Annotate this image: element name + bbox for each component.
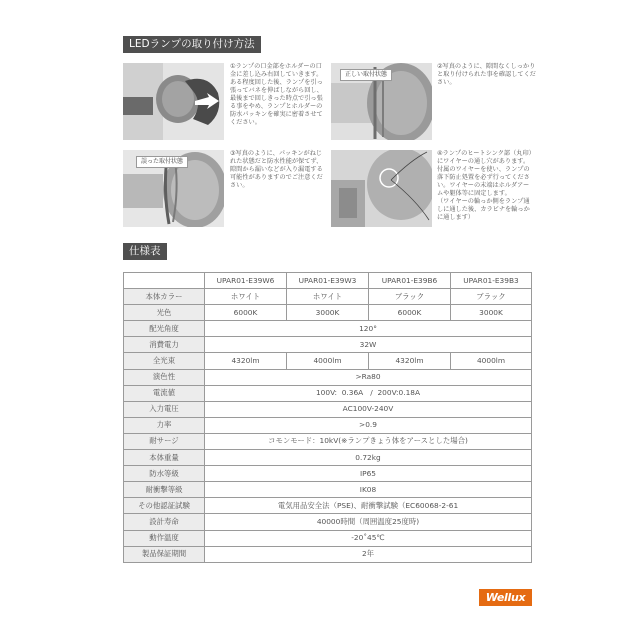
row-label: 本体重量 [124, 450, 205, 466]
table-row [124, 289, 532, 305]
cell-value: 120° [205, 321, 532, 337]
cell-value: -20˚45℃ [205, 530, 532, 546]
install-caption-4: ④ランプのヒートシンク部（丸印） にワイヤーの通し穴があります。 付属のワイヤーを使い、ランプの 落下防止処置を必ず行ってくださ い。ワイヤーの末端はホルダアー ムや躯体等に固定します。 （ワイヤーの輪っか側をランプ通 しに通した後、カラビナを輪っか に通します） [437, 150, 535, 221]
install-caption-3: ③写真のように、パッキンがねじ れた状態だと防水性能が保てず、 隙間から漏いなどが入り漏電する 可能性がありますのでご注意くだ さい。 [230, 150, 323, 189]
cell-value: 6000K [205, 305, 287, 321]
cell-value: 4000lm [451, 353, 532, 369]
row-label: 防水等級 [124, 466, 205, 482]
table-row [124, 305, 532, 321]
cell-value: コモンモード：10kV(※ランプきょう体をアースとした場合) [205, 433, 532, 449]
cell-value: 4320lm [205, 353, 287, 369]
table-row [124, 417, 532, 433]
cell-value: ブラック [369, 289, 451, 305]
install-caption-2: ②写真のように、隙間なくしっかり と取り付けられた事を確認してくだ さい。 [437, 63, 536, 86]
cell-value: ホワイト [205, 289, 287, 305]
cell-value: ブラック [451, 289, 532, 305]
cell-value: ホワイト [287, 289, 369, 305]
row-label: 配光角度 [124, 321, 205, 337]
cell-value: >0.9 [205, 417, 532, 433]
table-row-models [124, 273, 532, 289]
table-row [124, 353, 532, 369]
cell-value: IK08 [205, 482, 532, 498]
install-photo-4 [331, 150, 432, 227]
model-header: UPAR01-E39B6 [369, 273, 451, 289]
table-row [124, 401, 532, 417]
row-label: 電流値 [124, 385, 205, 401]
install-caption-1: ①ランプの口金部をホルダーの口 金に差し込み右回していきます。 ある程度回した後、ランプを引っ 張ってバネを伸ばしながら回し、 最後まで回しきった時点で引っ張 る事をやめ、ランプとホルダーの 防水パッキンを確実に密着させて ください。 [230, 63, 323, 126]
model-header: UPAR01-E39W3 [287, 273, 369, 289]
cell-value: 電気用品安全法（PSE)、耐衝撃試験（EC60068-2-61 [205, 498, 532, 514]
spec-section-title: 仕様表 [123, 243, 167, 260]
cell-value: 100V: 0.36A / 200V:0.18A [205, 385, 532, 401]
install-photo-1 [123, 63, 224, 140]
row-label: 光色 [124, 305, 205, 321]
cell-value: AC100V-240V [205, 401, 532, 417]
table-corner-cell [124, 273, 205, 289]
row-label: 本体カラー [124, 289, 205, 305]
cell-value: 4320lm [369, 353, 451, 369]
row-label: 消費電力 [124, 337, 205, 353]
row-label: 製品保証期間 [124, 546, 205, 562]
install-section-title: LEDランプの取り付け方法 [123, 36, 261, 53]
cell-value: 3000K [287, 305, 369, 321]
table-row [124, 530, 532, 546]
row-label: 動作温度 [124, 530, 205, 546]
table-row [124, 514, 532, 530]
cell-value: 3000K [451, 305, 532, 321]
cell-value: 6000K [369, 305, 451, 321]
table-row [124, 337, 532, 353]
row-label: 耐サージ [124, 433, 205, 449]
model-header: UPAR01-E39B3 [451, 273, 532, 289]
cell-value: 40000時間（周囲温度25度時) [205, 514, 532, 530]
table-row [124, 450, 532, 466]
row-label: 全光束 [124, 353, 205, 369]
table-row [124, 546, 532, 562]
model-header: UPAR01-E39W6 [205, 273, 287, 289]
wellux-logo: Wellux [479, 589, 532, 606]
cell-value: 2年 [205, 546, 532, 562]
spec-table [123, 272, 532, 563]
cell-value: IP65 [205, 466, 532, 482]
cell-value: 4000lm [287, 353, 369, 369]
table-row [124, 369, 532, 385]
row-label: 入力電圧 [124, 401, 205, 417]
wrong-label: 誤った取付状態 [136, 156, 188, 168]
table-row [124, 321, 532, 337]
row-label: 耐衝撃等級 [124, 482, 205, 498]
cell-value: 32W [205, 337, 532, 353]
cell-value: 0.72kg [205, 450, 532, 466]
row-label: 設計寿命 [124, 514, 205, 530]
cell-value: >Ra80 [205, 369, 532, 385]
table-row [124, 482, 532, 498]
correct-label: 正しい取付状態 [340, 69, 392, 81]
table-row [124, 385, 532, 401]
row-label: 演色性 [124, 369, 205, 385]
row-label: 力率 [124, 417, 205, 433]
table-row [124, 433, 532, 449]
table-row [124, 466, 532, 482]
row-label: その他認証試験 [124, 498, 205, 514]
table-row [124, 498, 532, 514]
